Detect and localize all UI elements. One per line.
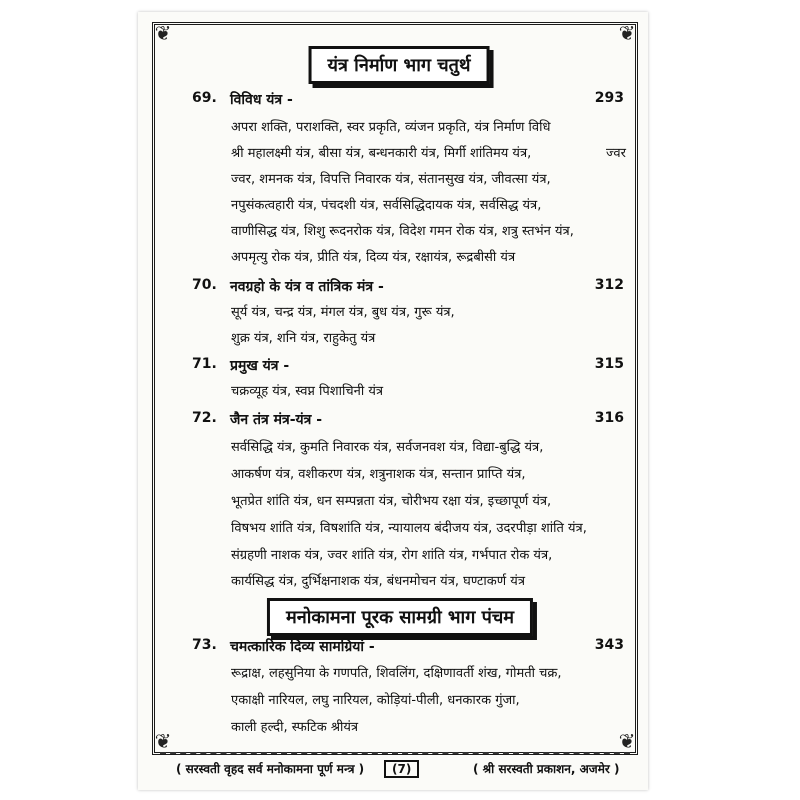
entry-number: 73.	[192, 637, 217, 653]
entry-heading: नवग्रहो के यंत्र व तांत्रिक मंत्र -	[230, 279, 384, 295]
page-number: (7)	[384, 760, 419, 778]
entry-line: सूर्य यंत्र, चन्द्र यंत्र, मंगल यंत्र, बुध यंत्र, गुरू यंत्र,	[231, 305, 455, 320]
entry-page: 293	[594, 90, 624, 106]
section-banner-part4: यंत्र निर्माण भाग चतुर्थ	[309, 46, 490, 84]
entry-heading: जैन तंत्र मंत्र-यंत्र -	[230, 412, 323, 428]
entry-line: आकर्षण यंत्र, वशीकरण यंत्र, शत्रुनाशक यंत्र, सन्तान प्राप्ति यंत्र,	[231, 467, 526, 482]
entry-line: वाणीसिद्ध यंत्र, शिशु रूदनरोक यंत्र, विदेश गमन रोक यंत्र, शत्रु स्तभंन यंत्र,	[231, 224, 574, 239]
footer-publisher: ( श्री सरस्वती प्रकाशन, अजमेर )	[473, 762, 620, 776]
entry-line: श्री महालक्ष्मी यंत्र, बीसा यंत्र, बन्धनकारी यंत्र, मिर्गी शांतिमय यंत्र,	[231, 146, 532, 161]
corner-ornament-icon: ❦	[618, 729, 636, 753]
entry-line: विषभय शांति यंत्र, विषशांति यंत्र, न्यायालय बंदीजय यंत्र, उदरपीड़ा शांति यंत्र,	[231, 521, 587, 536]
entry-heading: प्रमुख यंत्र -	[230, 358, 290, 374]
entry-line: चक्रव्यूह यंत्र, स्वप्न पिशाचिनी यंत्र	[231, 384, 384, 399]
entry-heading: चमत्कारिक दिव्य सामग्रियां -	[230, 639, 375, 655]
entry-line: शुक्र यंत्र, शनि यंत्र, राहुकेतु यंत्र	[231, 331, 376, 346]
entry-line: रूद्राक्ष, लहसुनिया के गणपति, शिवलिंग, दक्षिणावर्ती शंख, गोमती चक्र,	[231, 666, 562, 681]
entry-line: एकाक्षी नारियल, लघु नारियल, कोड़ियां-पीली, धनकारक गुंजा,	[231, 693, 520, 708]
entry-line: ज्वर, शमनक यंत्र, विपत्ति निवारक यंत्र, संतानसुख यंत्र, जीवत्सा यंत्र,	[231, 172, 551, 187]
entry-line: अपमृत्यु रोक यंत्र, प्रीति यंत्र, दिव्य यंत्र, रक्षायंत्र, रूद्रबीसी यंत्र	[231, 250, 516, 265]
corner-ornament-icon: ❦	[618, 21, 636, 45]
entry-number: 70.	[192, 277, 217, 293]
side-note: ज्वर	[606, 146, 626, 161]
entry-line: अपरा शक्ति, पराशक्ति, स्वर प्रकृति, व्यंजन प्रकृति, यंत्र निर्माण विधि	[231, 120, 551, 135]
entry-heading: विविध यंत्र -	[230, 92, 293, 108]
corner-ornament-icon: ❦	[154, 21, 172, 45]
entry-number: 71.	[192, 356, 217, 372]
entry-page: 315	[594, 356, 624, 372]
footer-book-title: ( सरस्वती वृहद सर्व मनोकामना पूर्ण मन्त्र )	[176, 762, 365, 776]
corner-ornament-icon: ❦	[154, 729, 172, 753]
entry-number: 72.	[192, 410, 217, 426]
entry-page: 312	[594, 277, 624, 293]
entry-line: सर्वसिद्धि यंत्र, कुमति निवारक यंत्र, सर्वजनवश यंत्र, विद्या-बुद्धि यंत्र,	[231, 440, 544, 455]
entry-line: नपुसंकत्वहारी यंत्र, पंचदशी यंत्र, सर्वसिद्धिदायक यंत्र, सर्वसिद्ध यंत्र,	[231, 198, 542, 213]
entry-line: कार्यसिद्ध यंत्र, दुर्भिक्षनाशक यंत्र, बंधनमोचन यंत्र, घण्टाकर्ण यंत्र	[231, 574, 526, 589]
entry-line: संग्रहणी नाशक यंत्र, ज्वर शांति यंत्र, रोग शांति यंत्र, गर्भपात रोक यंत्र,	[231, 548, 553, 563]
entry-page: 316	[594, 410, 624, 426]
entry-line: भूतप्रेत शांति यंत्र, धन सम्पन्नता यंत्र, चोरीभय रक्षा यंत्र, इच्छापूर्ण यंत्र,	[231, 494, 552, 509]
entry-page: 343	[594, 637, 624, 653]
entry-number: 69.	[192, 90, 217, 106]
footer-divider	[160, 752, 630, 754]
section-banner-part5: मनोकामना पूरक सामग्री भाग पंचम	[267, 598, 533, 636]
entry-line: काली हल्दी, स्फटिक श्रीयंत्र	[231, 720, 359, 735]
